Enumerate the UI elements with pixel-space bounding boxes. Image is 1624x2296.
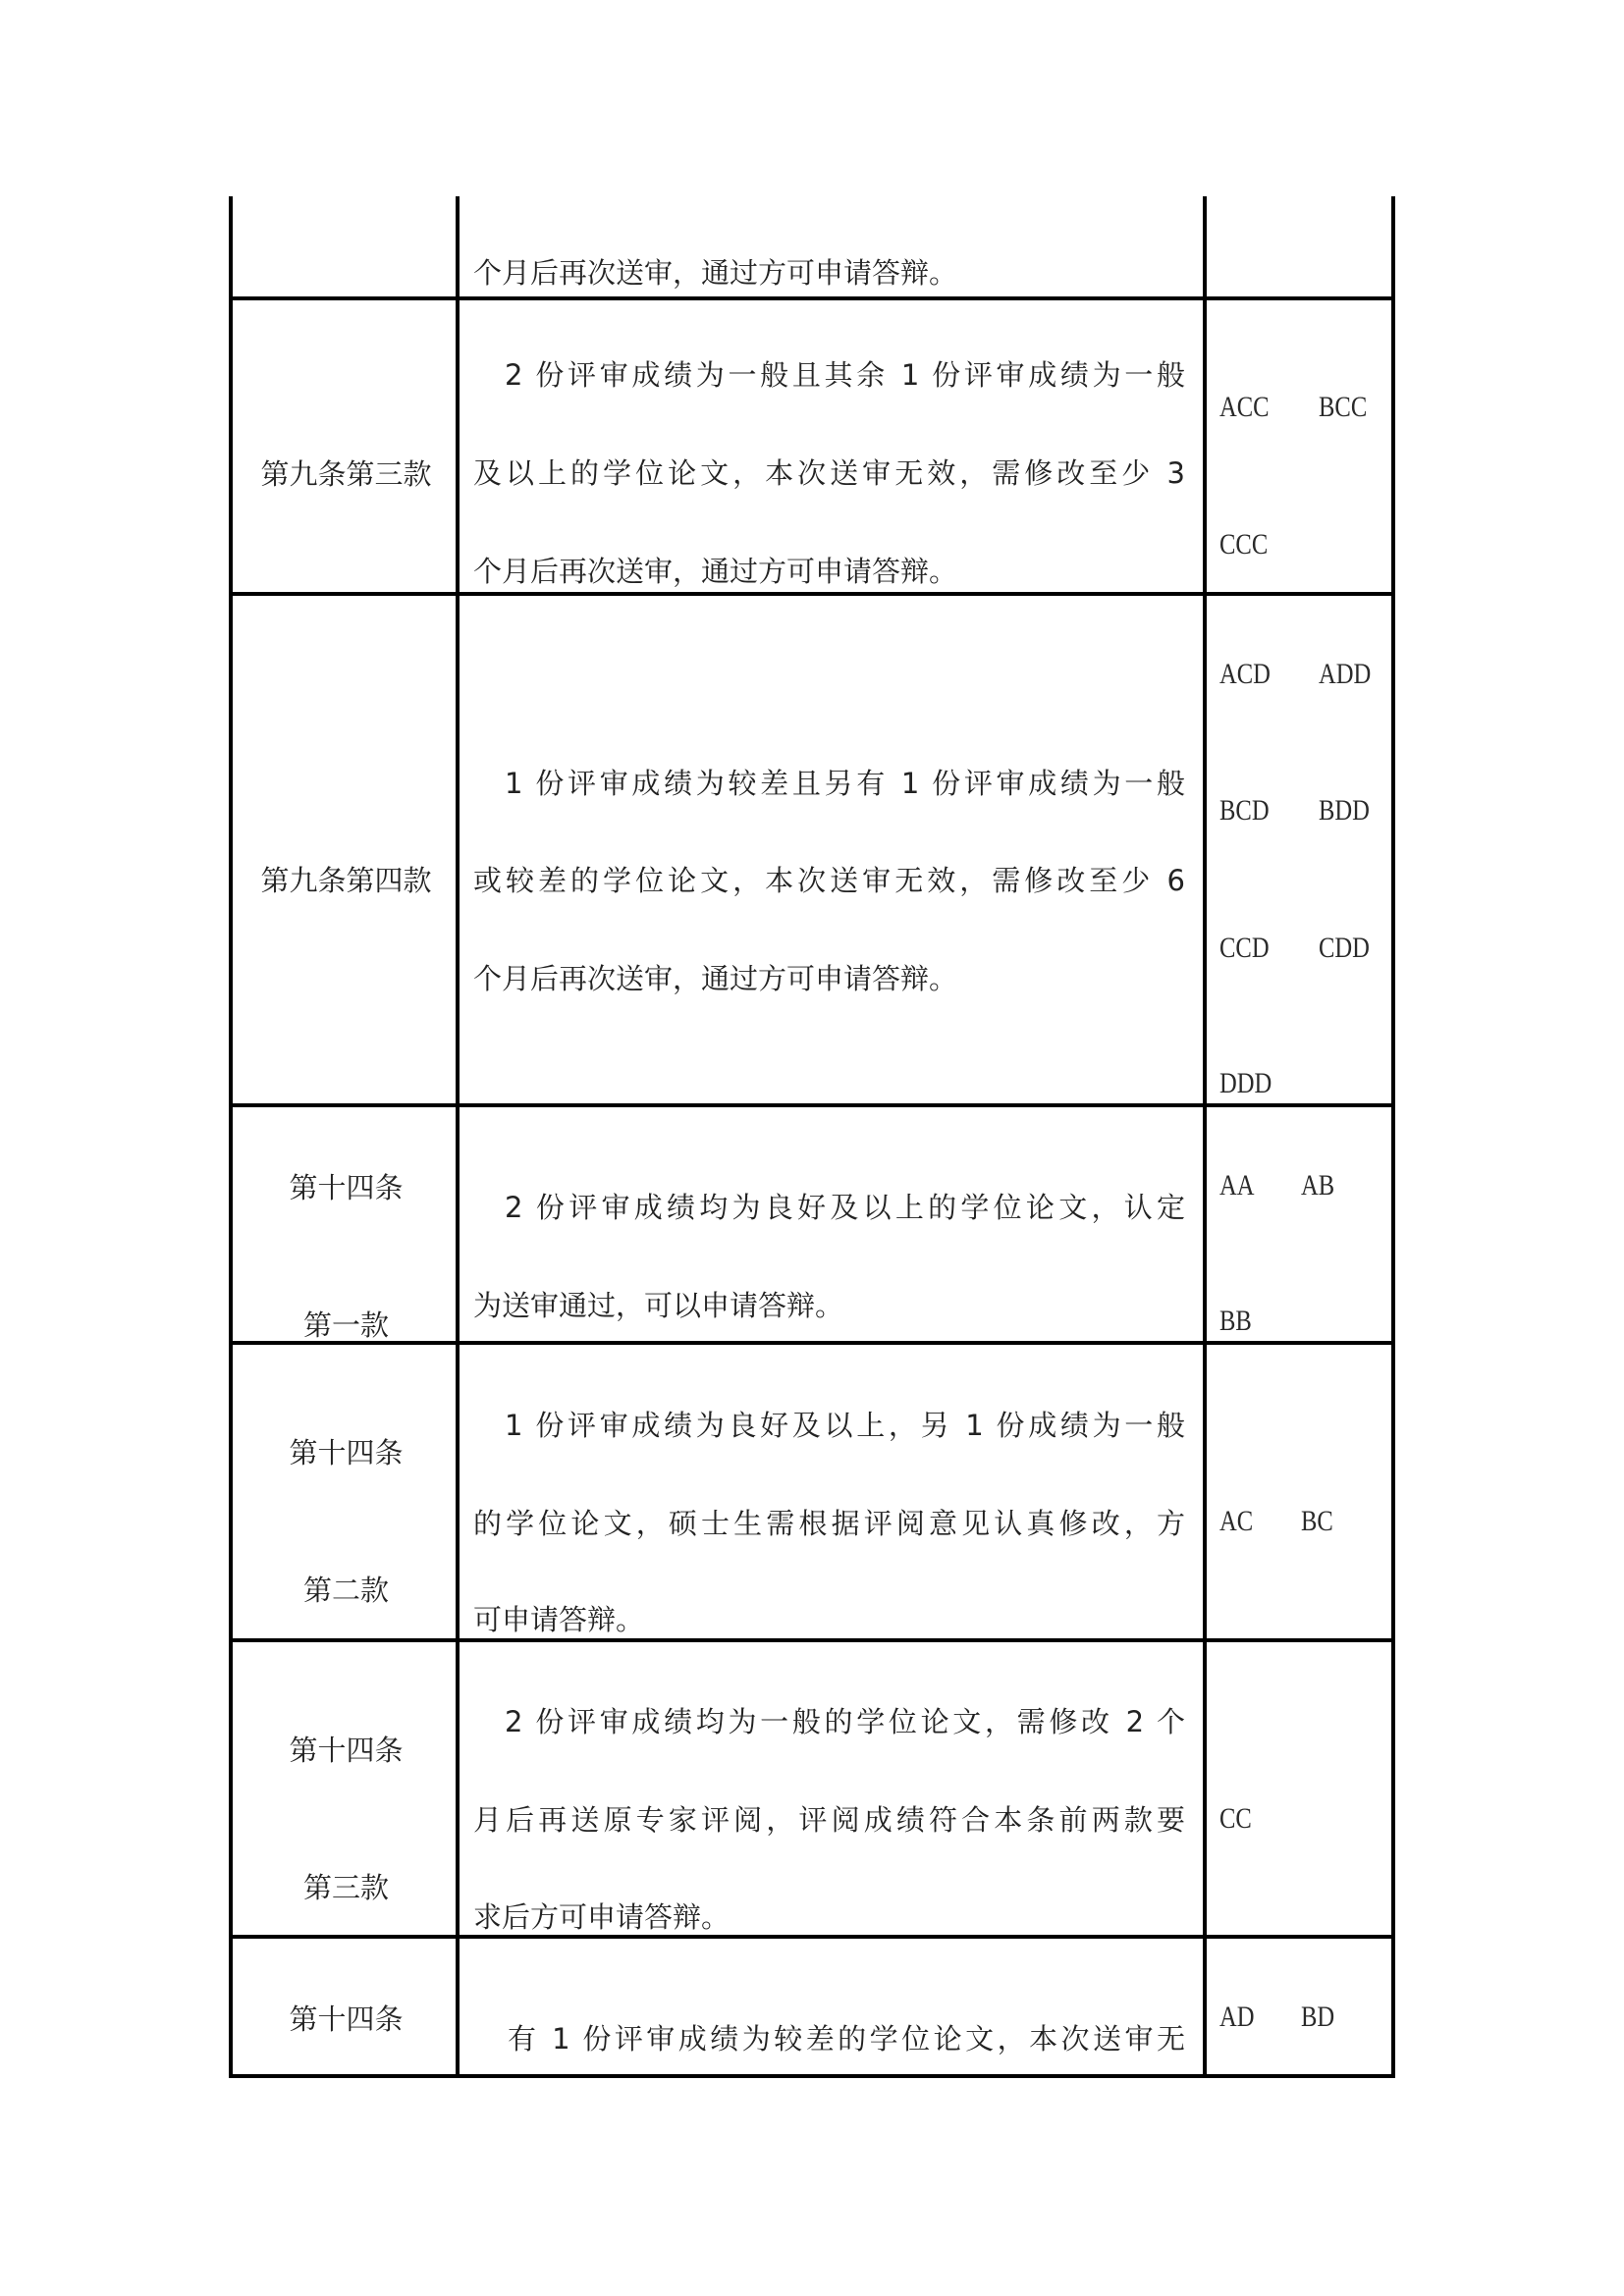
clause-sub-label: 第三款 (302, 1871, 389, 1904)
row-divider (229, 1103, 1395, 1107)
clause-label: 第九条第四款 (260, 864, 432, 897)
clause-label: 第十四条 (289, 2002, 404, 2036)
regulation-text-line: 1 份评审成绩为良好及以上，另 1 份成绩为一般 (505, 1409, 1185, 1442)
row-divider (229, 1638, 1395, 1642)
regulation-text-line: 可申请答辩。 (473, 1603, 645, 1636)
grade-code: BCC (1319, 391, 1368, 423)
grade-code: AD (1219, 2001, 1255, 2033)
grade-code: BC (1301, 1505, 1333, 1537)
regulation-text-line: 的学位论文，硕士生需根据评阅意见认真修改，方 (473, 1507, 1185, 1540)
grade-code: DDD (1219, 1067, 1272, 1099)
row-divider (229, 1935, 1395, 1939)
grade-code: CCD (1219, 932, 1270, 964)
grade-code: ACD (1219, 658, 1271, 690)
grade-code: AB (1301, 1169, 1335, 1201)
table-left-border (229, 196, 233, 2078)
grade-code: CDD (1319, 932, 1370, 964)
column-divider-2 (1203, 196, 1207, 2078)
clause-label: 第十四条 (289, 1436, 404, 1469)
regulation-text-line: 2 份评审成绩均为一般的学位论文，需修改 2 个 (505, 1705, 1185, 1738)
table-bottom-border (229, 2074, 1395, 2078)
grade-code: ACC (1219, 391, 1270, 423)
row-divider (229, 592, 1395, 596)
regulation-text-line: 有 1 份评审成绩为较差的学位论文，本次送审无 (508, 2022, 1185, 2056)
clause-sub-label: 第二款 (302, 1574, 389, 1607)
grade-code: CCC (1219, 528, 1269, 561)
table-right-border (1391, 196, 1395, 2078)
regulation-text-line: 个月后再次送审，通过方可申请答辩。 (473, 555, 958, 588)
grade-code: BCD (1219, 794, 1270, 827)
clause-sub-label: 第一款 (302, 1308, 389, 1342)
clause-label: 第十四条 (289, 1171, 404, 1204)
regulation-text-line: 月后再送原专家评阅，评阅成绩符合本条前两款要 (473, 1803, 1185, 1837)
regulation-text-line: 求后方可申请答辩。 (473, 1900, 731, 1934)
grade-code: CC (1219, 1802, 1252, 1835)
regulation-text-line: 为送审通过，可以申请答辩。 (473, 1289, 844, 1322)
regulation-text-line: 2 份评审成绩均为良好及以上的学位论文，认定 (505, 1191, 1185, 1224)
regulation-text-line: 或较差的学位论文，本次送审无效，需修改至少 6 (473, 864, 1185, 897)
grade-code: ADD (1319, 658, 1372, 690)
grade-code: AC (1219, 1505, 1254, 1537)
regulation-text-line: 及以上的学位论文，本次送审无效，需修改至少 3 (473, 456, 1185, 490)
regulation-text-line: 2 份评审成绩为一般且其余 1 份评审成绩为一般 (505, 358, 1185, 392)
clause-label: 第十四条 (289, 1734, 404, 1767)
grade-code: BDD (1319, 794, 1370, 827)
row-divider (229, 296, 1395, 300)
regulation-text-line: 个月后再次送审，通过方可申请答辩。 (473, 962, 958, 995)
grade-code: BD (1301, 2001, 1335, 2033)
grade-code: BB (1219, 1305, 1252, 1337)
regulation-text-line: 1 份评审成绩为较差且另有 1 份评审成绩为一般 (505, 767, 1185, 800)
regulation-text-line: 个月后再次送审，通过方可申请答辩。 (473, 256, 958, 290)
clause-label: 第九条第三款 (260, 457, 432, 491)
grade-code: AA (1219, 1169, 1255, 1201)
